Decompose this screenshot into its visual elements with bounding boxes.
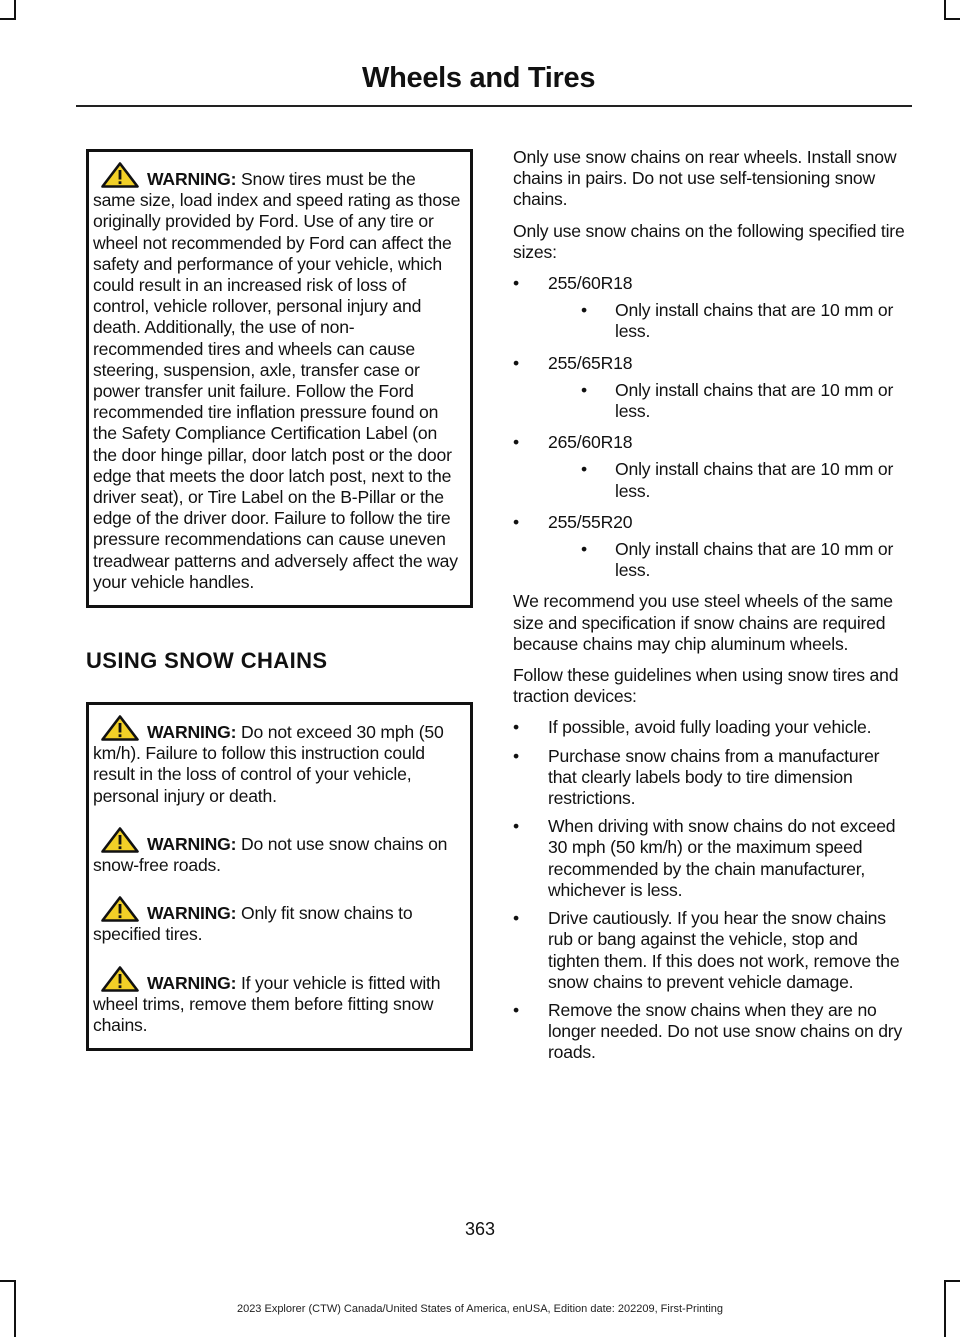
list-item: • Purchase snow chains from a manufacturer that clearly labels body to tire dimension restrictions. xyxy=(513,746,908,810)
crop-mark xyxy=(944,18,960,20)
left-column xyxy=(86,149,473,1051)
snow-chain-warnings-box xyxy=(86,702,473,1051)
sub-list-item: • Only install chains that are 10 mm or less. xyxy=(581,459,908,501)
crop-mark xyxy=(14,0,16,20)
paragraph: Only use snow chains on the following specified tire sizes: xyxy=(513,220,905,262)
paragraph: We recommend you use steel wheels of the same size and specification if snow chains are required because chains may chip aluminum wheels. xyxy=(513,591,893,654)
warning-label: WARNING: xyxy=(147,169,237,189)
list-item xyxy=(513,353,908,423)
warning-text: Do not exceed 30 mph (50 km/h). Failure to follow this instruction could result in the loss of control of your vehicle, personal injury or death. xyxy=(93,722,444,806)
warning-label: WARNING: xyxy=(147,972,237,993)
tire-size: 255/65R18 xyxy=(548,352,633,373)
warning-triangle-icon xyxy=(101,896,147,922)
list-item: • If possible, avoid fully loading your vehicle. xyxy=(513,717,908,738)
warning-triangle-icon xyxy=(101,162,147,188)
edition-footer: 2023 Explorer (CTW) Canada/United States of America, enUSA, Edition date: 202209, First-Printing xyxy=(236,1303,724,1315)
page-title: Wheels and Tires xyxy=(362,62,596,94)
warning-label: WARNING: xyxy=(147,903,237,924)
warning-item xyxy=(93,715,462,807)
warning-item xyxy=(93,162,462,593)
list-item: • Drive cautiously. If you hear the snow chains rub or bang against the vehicle, stop and tighten them. If this does not work, remove the snow chains to prevent vehicle damage. xyxy=(513,908,908,993)
sub-list-item: • Only install chains that are 10 mm or less. xyxy=(581,539,908,581)
warning-triangle-icon xyxy=(101,715,147,741)
right-column xyxy=(513,147,908,1074)
tire-size: 265/60R18 xyxy=(548,432,633,453)
sub-list-item: • Only install chains that are 10 mm or less. xyxy=(581,300,908,342)
warning-item xyxy=(93,966,462,1037)
paragraph: Follow these guidelines when using snow tires and traction devices: xyxy=(513,665,899,707)
snow-tire-warning-box xyxy=(86,149,473,608)
tire-size: 255/60R18 xyxy=(548,273,633,294)
warning-text: If your vehicle is fitted with wheel trims, remove them before fitting snow chains. xyxy=(93,972,441,1036)
crop-mark xyxy=(0,1280,16,1282)
list-item xyxy=(513,273,908,343)
warning-text: Only fit snow chains to specified tires. xyxy=(93,903,413,945)
warning-text: Do not use snow chains on snow-free roads. xyxy=(93,833,448,876)
warning-item xyxy=(93,896,462,945)
warning-text: Snow tires must be the same size, load index and speed rating as those originally provided by Ford. Use of any tire or wheel not recommended by Ford can affect the safety and performance of your vehicle, which could result in an increased risk of loss of control, vehicle rollover, personal injury and death. Additionally, the use of non-recommended tires and wheels can cause steering, suspension, axle, transfer case or power transfer unit failure. Follow the Ford recommended tire inflation pressure found on the Safety Compliance Certification Label (on the door hinge pillar, door latch post or the door edge that meets the door latch post, next to the driver seat), or Tire Label on the B-Pillar or the edge of the driver door. Failure to follow the tire pressure recommendations can cause uneven treadwear patterns and adversely affect the way your vehicle handles. xyxy=(93,169,461,592)
crop-mark xyxy=(0,18,16,20)
warning-triangle-icon xyxy=(101,827,147,853)
warning-item xyxy=(93,827,462,876)
paragraph: Only use snow chains on rear wheels. Install snow chains in pairs. Do not use self-tensioning snow chains. xyxy=(513,147,897,210)
header-divider xyxy=(76,105,912,107)
page-number: 363 xyxy=(464,1219,496,1239)
warning-triangle-icon xyxy=(101,966,147,992)
warning-label: WARNING: xyxy=(147,722,237,743)
list-item: • Remove the snow chains when they are no longer needed. Do not use snow chains on dry roads. xyxy=(513,1000,908,1064)
warning-label: WARNING: xyxy=(147,833,237,854)
crop-mark xyxy=(944,0,946,20)
crop-mark xyxy=(944,1280,960,1282)
list-item xyxy=(513,432,908,502)
guidelines-list xyxy=(513,717,908,1063)
section-heading: USING SNOW CHAINS xyxy=(86,648,328,674)
tire-size: 255/55R20 xyxy=(548,511,633,532)
sub-list-item: • Only install chains that are 10 mm or less. xyxy=(581,380,908,422)
list-item xyxy=(513,512,908,582)
list-item: • When driving with snow chains do not exceed 30 mph (50 km/h) or the maximum speed recommended by the chain manufacturer, whichever is less. xyxy=(513,816,908,901)
tire-size-list xyxy=(513,273,908,581)
